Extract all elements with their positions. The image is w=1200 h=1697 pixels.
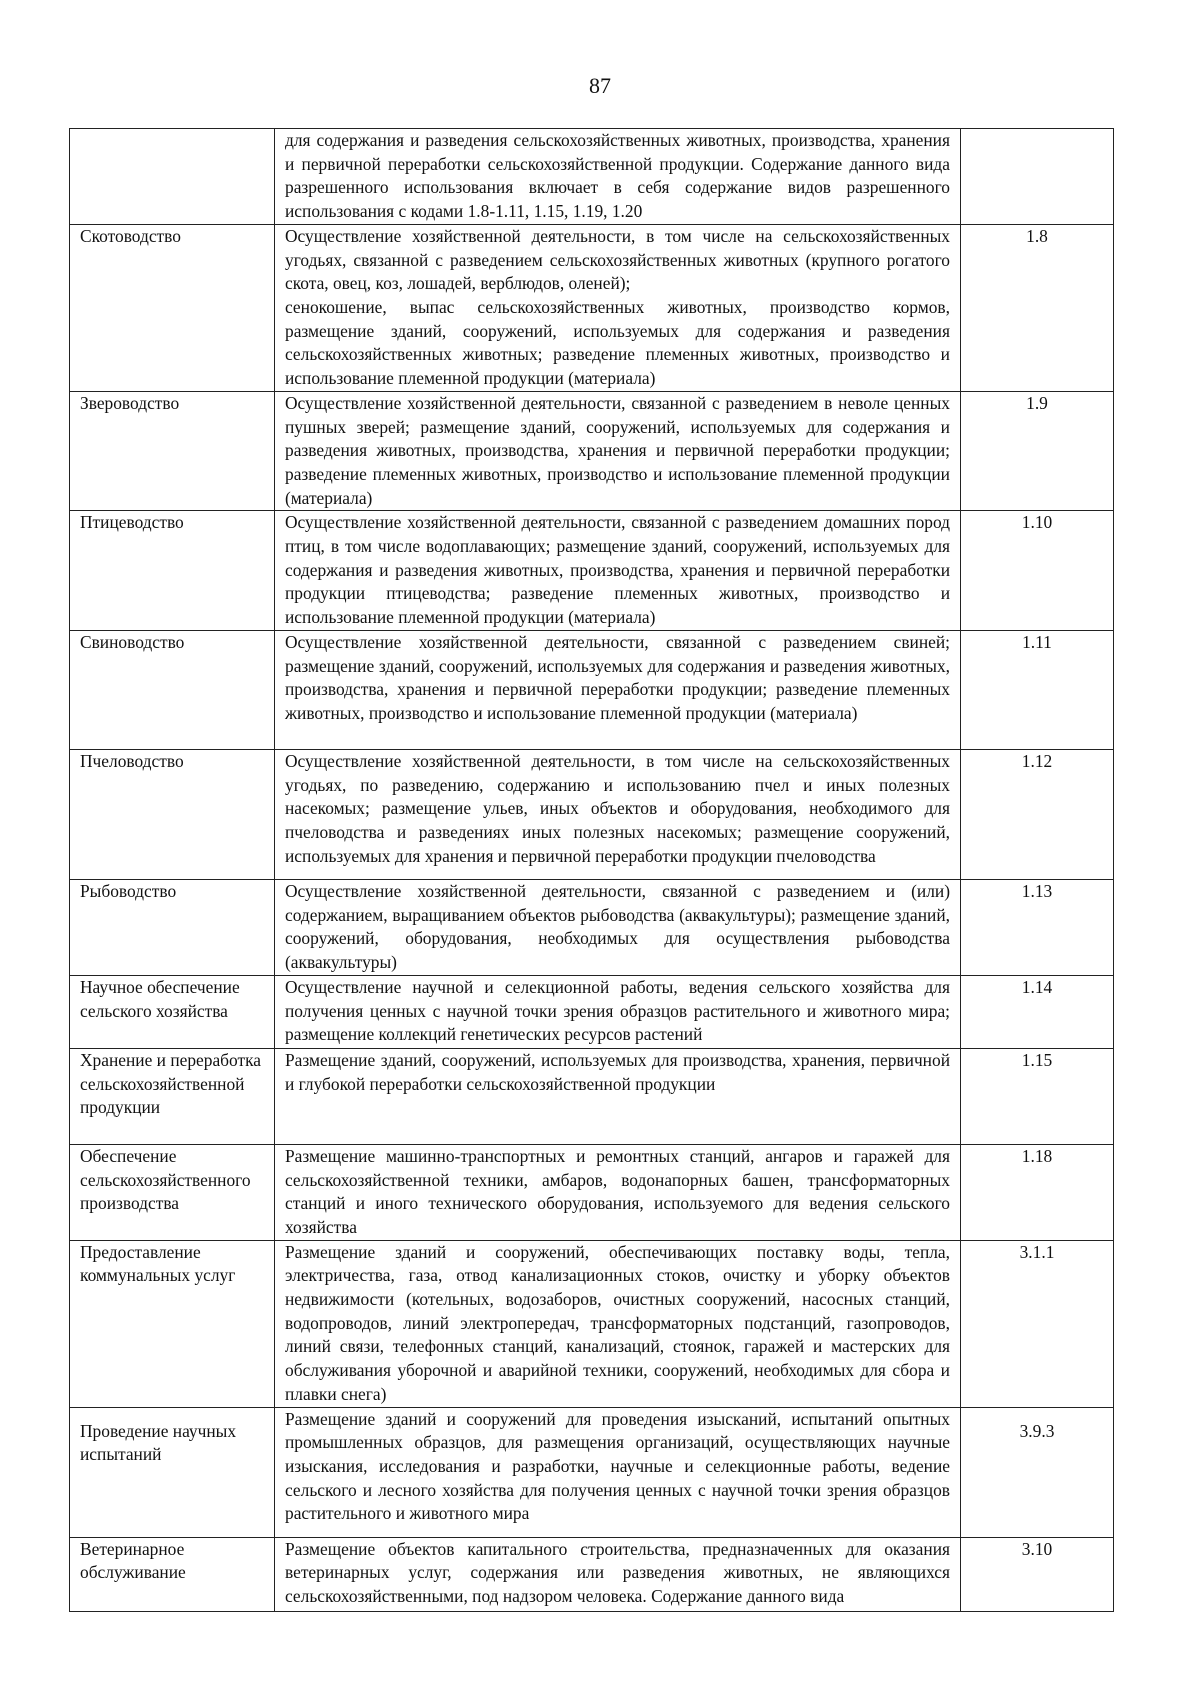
row-description: Осуществление хозяйственной деятельности, в том числе на сельскохозяйственных угодьях, по разведению, содержанию и использованию пчел и иных полезных насекомых; размещение ульев, иных объектов и оборудования, необходимого для пчеловодства и разведениях иных полезных насекомых; размещение сооружений, используемых для хранения и первичной переработки продукции пчеловодства — [275, 749, 961, 879]
row-description-part-1: Осуществление хозяйственной деятельности, в том числе на сельскохозяйственных угодьях, связанной с разведением сельскохозяйственных животных (крупного рогатого скота, овец, коз, лошадей, верблюдов, оленей); — [285, 225, 950, 294]
row-name: Пчеловодство — [70, 749, 275, 879]
table-row — [70, 511, 1114, 631]
row-description: Размещение зданий и сооружений для проведения изысканий, испытаний опытных промышленных образцов, для размещения организаций, осуществляющих научные изыскания, исследования и разработки, научные и селекционные работы, ведение сельского и лесного хозяйства для получения ценных с научной точки зрения образцов растительного и животного мира — [275, 1407, 961, 1537]
row-code: 1.18 — [961, 1144, 1114, 1240]
table-row — [70, 749, 1114, 879]
row-code: 1.10 — [961, 511, 1114, 631]
row-name — [70, 129, 275, 225]
row-name: Хранение и переработка сельскохозяйственной продукции — [70, 1048, 275, 1144]
table-row — [70, 1048, 1114, 1144]
row-code: 1.9 — [961, 391, 1114, 511]
row-code: 1.14 — [961, 975, 1114, 1048]
table-row — [70, 1407, 1114, 1537]
table-row — [70, 391, 1114, 511]
row-code: 3.10 — [961, 1537, 1114, 1611]
page-number: 87 — [589, 73, 611, 98]
row-name: Обеспечение сельскохозяйственного производства — [70, 1144, 275, 1240]
table-row — [70, 129, 1114, 225]
land-use-table — [69, 128, 1114, 1612]
table-row — [70, 224, 1114, 391]
row-code: 3.1.1 — [961, 1240, 1114, 1407]
row-description: Осуществление хозяйственной деятельности, связанной с разведением и (или) содержанием, выращиванием объектов рыбоводства (аквакультуры); размещение зданий, сооружений, оборудования, необходимых для осуществления рыбоводства (аквакультуры) — [275, 879, 961, 975]
table-row — [70, 630, 1114, 749]
table-row — [70, 1144, 1114, 1240]
row-code: 1.15 — [961, 1048, 1114, 1144]
row-name: Рыбоводство — [70, 879, 275, 975]
row-description: для содержания и разведения сельскохозяйственных животных, производства, хранения и первичной переработки сельскохозяйственной продукции. Содержание данного вида разрешенного использования включает в себя содержание видов разрешенного использования с кодами 1.8-1.11, 1.15, 1.19, 1.20 — [275, 129, 961, 225]
row-code: 1.12 — [961, 749, 1114, 879]
table-row — [70, 1240, 1114, 1407]
row-code: 1.11 — [961, 630, 1114, 749]
row-description-part-2: сенокошение, выпас сельскохозяйственных животных, производство кормов, размещение зданий, сооружений, используемых для содержания и разведения сельскохозяйственных животных; разведение племенных животных, производство и использование племенной продукции (материала) — [285, 296, 950, 389]
row-name: Ветеринарное обслуживание — [70, 1537, 275, 1611]
row-name: Звероводство — [70, 391, 275, 511]
row-description: Осуществление научной и селекционной работы, ведения сельского хозяйства для получения ценных с научной точки зрения образцов растительного и животного мира; размещение коллекций генетических ресурсов растений — [275, 975, 961, 1048]
row-code: 1.13 — [961, 879, 1114, 975]
row-name: Предоставление коммунальных услуг — [70, 1240, 275, 1407]
row-description: Размещение зданий и сооружений, обеспечивающих поставку воды, тепла, электричества, газа, отвод канализационных стоков, очистку и уборку объектов недвижимости (котельных, водозаборов, очистных сооружений, насосных станций, водопроводов, линий электропередач, трансформаторных подстанций, газопроводов, линий связи, телефонных станций, канализаций, стоянок, гаражей и мастерских для обслуживания уборочной и аварийной техники, сооружений, необходимых для сбора и плавки снега) — [275, 1240, 961, 1407]
row-description: Осуществление хозяйственной деятельности, связанной с разведением домашних пород птиц, в том числе водоплавающих; размещение зданий, сооружений, используемых для содержания и разведения животных, производства, хранения и первичной переработки продукции птицеводства; разведение племенных животных, производство и использование племенной продукции (материала) — [275, 511, 961, 631]
table-row — [70, 975, 1114, 1048]
row-description: Осуществление хозяйственной деятельности, связанной с разведением в неволе ценных пушных зверей; размещение зданий, сооружений, используемых для содержания и разведения животных, производства, хранения и первичной переработки продукции; разведение племенных животных, производство и использование племенной продукции (материала) — [275, 391, 961, 511]
row-description — [275, 224, 961, 391]
row-description: Осуществление хозяйственной деятельности, связанной с разведением свиней; размещение зданий, сооружений, используемых для содержания и разведения животных, производства, хранения и первичной переработки продукции; разведение племенных животных, производство и использование племенной продукции (материала) — [275, 630, 961, 749]
row-name: Птицеводство — [70, 511, 275, 631]
row-name: Научное обеспечение сельского хозяйства — [70, 975, 275, 1048]
table-row — [70, 1537, 1114, 1611]
row-name: Свиноводство — [70, 630, 275, 749]
table-row — [70, 879, 1114, 975]
row-code: 3.9.3 — [961, 1407, 1114, 1537]
row-description: Размещение объектов капитального строительства, предназначенных для оказания ветеринарных услуг, содержания или разведения животных, не являющихся сельскохозяйственными, под надзором человека. Содержание данного вида — [275, 1537, 961, 1611]
row-description: Размещение машинно-транспортных и ремонтных станций, ангаров и гаражей для сельскохозяйственной техники, амбаров, водонапорных башен, трансформаторных станций и иного технического оборудования, используемого для ведения сельского хозяйства — [275, 1144, 961, 1240]
row-name: Скотоводство — [70, 224, 275, 391]
row-code — [961, 129, 1114, 225]
row-name: Проведение научных испытаний — [70, 1407, 275, 1537]
row-description: Размещение зданий, сооружений, используемых для производства, хранения, первичной и глубокой переработки сельскохозяйственной продукции — [275, 1048, 961, 1144]
row-code: 1.8 — [961, 224, 1114, 391]
